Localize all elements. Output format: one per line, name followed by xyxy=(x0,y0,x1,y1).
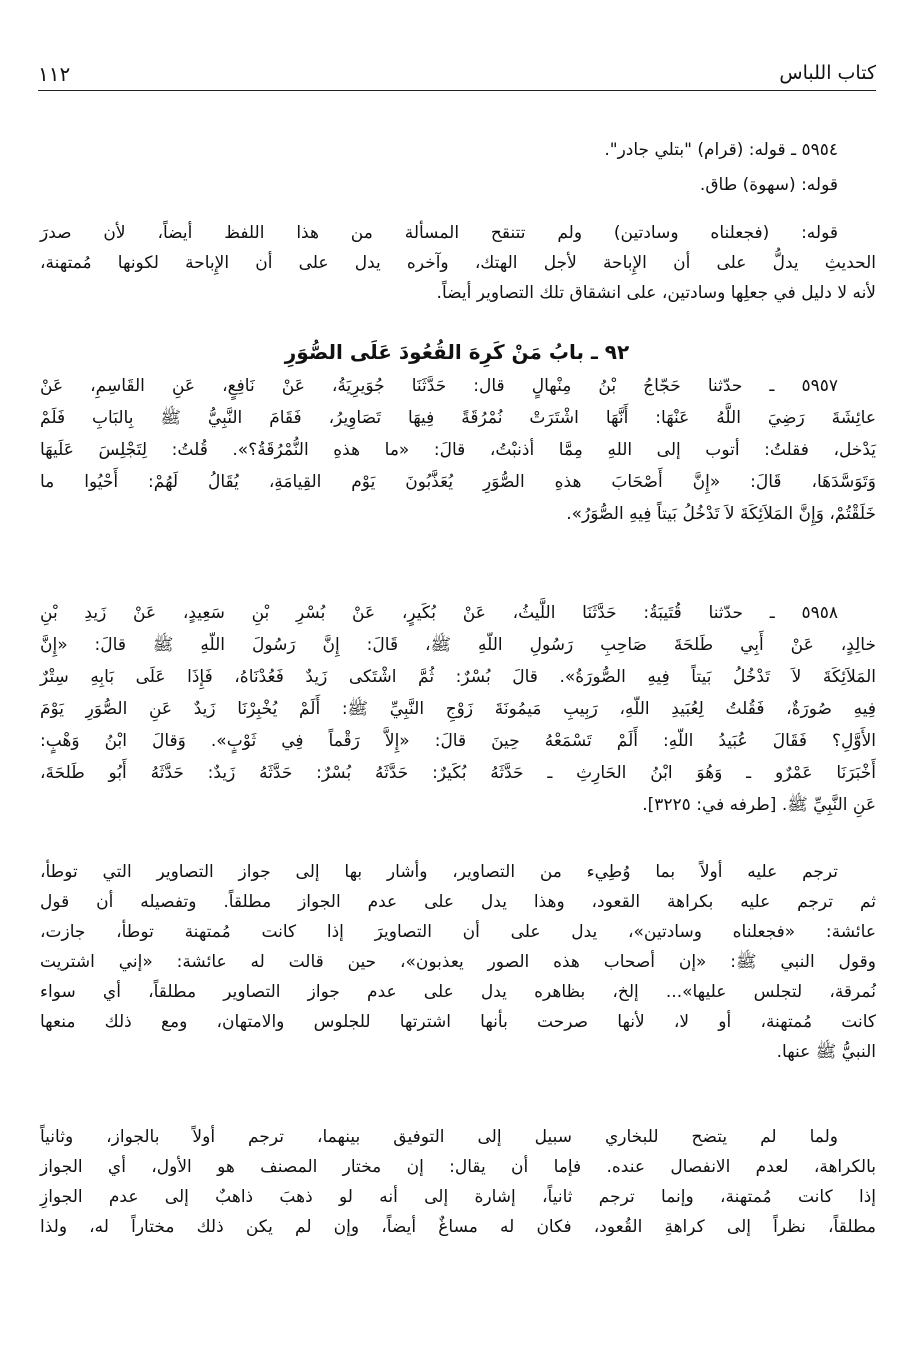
text-line: بالكراهة، لعدم الانفصال عنده. فإما أن يقال: إن مختار المصنف هو الأول، أي الجواز xyxy=(40,1157,876,1177)
note-sahwa xyxy=(40,170,876,200)
text-line: ثم ترجم عليه بكراهة القعود، وهذا يدل على عدم الجواز مطلقاً. وتفصيله أن قول xyxy=(40,892,876,912)
text-line: قوله: (سهوة) طاق. xyxy=(699,175,838,195)
note-5954 xyxy=(40,135,876,165)
chapter-heading: ٩٢ ـ بابُ مَنْ كَرِهَ القُعُودَ عَلَى الصُّوَرِ xyxy=(284,340,630,364)
book-title: كتاب اللباس xyxy=(779,62,876,84)
text-line: كانت مُمتهنة، أو لا، لأنها صرحت بأنها اشترتها للجلوس والامتهان، ومع ذلك منعها xyxy=(40,1012,876,1032)
text-line: الأَوَّلِ؟ فَقَالَ عُبَيدُ اللّهِ: أَلَمْ تَسْمَعْهُ حِينَ قالَ: «إِلاَّ رَقْماً فِي ثَوْبٍ». وَقالَ ابْنُ وَهْبٍ: xyxy=(40,731,876,751)
text-line: وقول النبي ﷺ: «إن أصحاب هذه الصور يعذبون»، حين قالت له عائشة: «إني اشتريت xyxy=(40,952,876,972)
hadith-5958 xyxy=(40,597,876,821)
text-line: ٥٩٥٨ ـ حدّثنا قُتَيبَةُ: حَدَّثَنَا اللَّيثُ، عَنْ بُكَيرٍ، عَنْ بُسْرِ بْنِ سَعِيدٍ، عَنْ زَيدِ بْنِ xyxy=(40,603,838,623)
text-line: لأنه لا دليل في جعلِها وسادتين، على انشقاق تلك التصاوير أيضاً. xyxy=(436,283,876,303)
text-line: ولما لم يتضح للبخاري سبيل إلى التوفيق بينهما، ترجم أولاً بالجواز، وثانياً xyxy=(40,1127,838,1147)
hadith-5957 xyxy=(40,370,876,530)
text-line: عائشة: «فجعلناه وسادتين»، يدل على أن التصاويرَ إذا كانت مُمتهنة توطأ، جازت، xyxy=(40,922,876,942)
text-line: ٥٩٥٧ ـ حدّثنا حَجّاجُ بْنُ مِنْهالٍ قال: حَدَّثَنَا جُوَيرِيَةُ، عَنْ نَافِعٍ، عَنِ القَاسِمِ، عَنْ xyxy=(40,376,838,396)
text-line: خَلَقْتُمْ، وَإِنَّ المَلاَئِكَةَ لاَ تَدْخُلُ بَيتاً فِيهِ الصُّوَرُ». xyxy=(566,504,876,524)
note-wisadatayn xyxy=(40,218,876,308)
text-line: وَتَوَسَّدَهَا، قَالَ: «إِنَّ أَصْحَابَ هذهِ الصُّوَرِ يُعَذَّبُونَ يَوْم القِيامَةِ، يُقَالُ لَهُمْ: أَحْيُوا ما xyxy=(40,472,876,492)
text-line: إذا كانت مُمتهنة، وإنما ترجم ثانياً، إشارة إلى أنه لو ذهبَ ذاهبٌ إلى عدم الجوازِ xyxy=(40,1187,876,1207)
text-line: ترجم عليه أولاً بما وُطِيء من التصاوير، وأشار بها إلى جواز التصاوير التي توطأ، xyxy=(40,862,838,882)
text-line: يَدْخل، فقلتُ: أتوب إلى اللهِ مِمَّا أذنبْتُ، قالَ: «ما هذهِ النُّمْرُقَةُ؟». قُلتُ: لِتَجْلِسَ عَلَيهَا xyxy=(40,440,876,460)
text-line: الحديثِ يدلُّ على أن الإِباحة لأجل الهتك، وآخره يدل على أن الإِباحة لكونها مُمتهنة، xyxy=(40,253,876,273)
text-line: فِيهِ صُورَةٌ، فَقُلتُ لِعُبَيدِ اللّهِ، رَبِيبِ مَيمُونَةَ زَوْجِ النَّبِيِّ ﷺ: أَلَمْ يُخْبِرْنَا زَيدٌ عَنِ الصُّوَرِ يَوْمَ xyxy=(40,699,876,719)
text-line: عائِشَةَ رَضِيَ اللَّهُ عَنْهَا: أَنَّهَا اشْتَرَتْ نُمْرُقَةً فِيهَا تَصَاوِيرُ، فَقَامَ النَّبِيُّ ﷺ بِالبَابِ فَلَمْ xyxy=(40,408,876,428)
text-line: خالِدٍ، عَنْ أَبِي طَلحَةَ صَاحِبِ رَسُولِ اللّهِ ﷺ، قَالَ: إِنَّ رَسُولَ اللّهِ ﷺ قالَ: «إِنَّ xyxy=(40,635,876,655)
text-line: النبيُّ ﷺ عنها. xyxy=(776,1042,876,1062)
text-line: قوله: (فجعلناه وسادتين) ولم تتنقح المسألة من هذا اللفظ أيضاً، لأن صدرَ xyxy=(40,223,838,243)
text-line: مطلقاً، نظراً إلى كراهةِ القُعود، فكان له مساغٌ أيضاً، وإن لم يكن ذلك مختاراً له، ولذا xyxy=(40,1217,876,1237)
text-line: نُمرقة، لتجلس عليها»... إلخ، بظاهره يدل على عدم جواز التصاوير مطلقاً، أي سواء xyxy=(40,982,876,1002)
commentary-paragraph-2 xyxy=(40,1122,876,1242)
text-line: ٥٩٥٤ ـ قوله: (قرام) "بتلي جادر". xyxy=(604,140,838,160)
running-header xyxy=(38,60,876,91)
commentary-paragraph-1 xyxy=(40,857,876,1067)
page-number: ١١٢ xyxy=(38,62,71,86)
text-line: عَنِ النَّبِيِّ ﷺ. [طرفه في: ٣٢٢٥]. xyxy=(642,795,876,815)
text-line: أَخْبَرَنَا عَمْرٌو ـ وَهُوَ ابْنُ الحَارِثِ ـ حَدَّثَهُ بُكَيرٌ: حَدَّثَهُ بُسْرٌ: حَدَّثَهُ زَيدٌ: حَدَّثَهُ أَبُو طَلحَةَ، xyxy=(40,763,876,783)
text-line: المَلاَئِكَةَ لاَ تَدْخُلُ بَيتاً فِيهِ الصُّورَةُ». قالَ بُسْرٌ: ثُمَّ اشْتَكى زَيدٌ فَعُدْنَاهُ، فَإِذَا عَلَى بَابِهِ سِتْرٌ xyxy=(40,667,876,687)
